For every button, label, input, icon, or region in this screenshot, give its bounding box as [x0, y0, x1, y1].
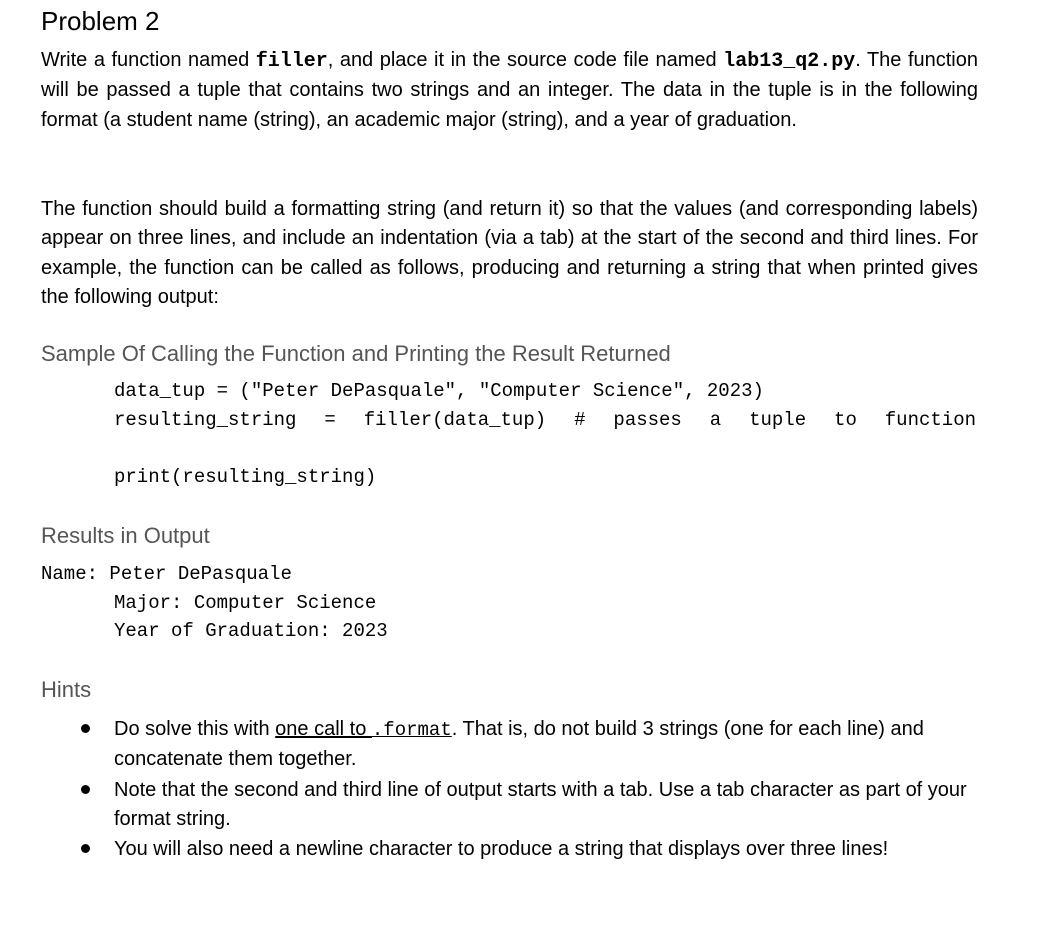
output-line-1: Name: Peter DePasquale	[41, 563, 292, 585]
hint-text-2: Note that the second and third line of output starts with a tab. Use a tab character as part of your format string.	[114, 778, 967, 830]
hint-item-2	[0, 776, 1044, 835]
sample-code-line-3: print(resulting_string)	[114, 466, 377, 488]
hint-1-post: . That is, do not build 3 strings (one for each line) and concatenate them together.	[114, 718, 924, 771]
sample-heading: Sample Of Calling the Function and Printing the Result Returned	[41, 341, 671, 366]
format-link-code[interactable]: .format	[371, 719, 452, 741]
bullet-icon	[81, 724, 90, 733]
hint-1-pre: Do solve this with	[114, 718, 276, 740]
hints-list	[0, 715, 1044, 865]
function-name: filler	[255, 50, 328, 73]
intro-text-2: , and place it in the source code file named	[327, 49, 724, 71]
hints-heading: Hints	[41, 677, 92, 702]
description-paragraph: The function should build a formatting string (and return it) so that the values (and corresponding labels) appear on three lines, and include an indentation (via a tab) at the start of the second and third lines. For example, the function can be called as follows, producing and returning a string that when printed gives the following output:	[41, 198, 978, 308]
intro-text-3: . The function will be passed a tuple that contains two strings and an integer. The data in the tuple is in the following format (a student name (string), an academic major (string), and a year of graduation.	[41, 49, 978, 131]
page-title: Problem 2	[41, 6, 160, 36]
format-link[interactable]: one call to	[275, 718, 372, 740]
file-name: lab13_q2.py	[723, 50, 856, 73]
sample-code-line-1: data_tup = ("Peter DePasquale", "Computer Science", 2023)	[114, 380, 764, 402]
hint-text-1	[114, 715, 980, 775]
hint-item-1	[0, 715, 1044, 775]
hint-text-3: You will also need a newline character to produce a string that displays over three lines!	[114, 838, 889, 861]
output-line-3: Year of Graduation: 2023	[114, 620, 388, 642]
intro-paragraph	[41, 46, 978, 135]
bullet-icon	[81, 785, 90, 794]
bullet-icon	[81, 844, 90, 853]
intro-text-1: Write a function named	[41, 49, 256, 71]
hint-item-3	[0, 835, 1044, 864]
sample-code-line-2: resulting_string = filler(data_tup) # passes a tuple to function	[114, 409, 976, 431]
output-heading: Results in Output	[41, 523, 210, 548]
output-line-2: Major: Computer Science	[114, 592, 377, 614]
